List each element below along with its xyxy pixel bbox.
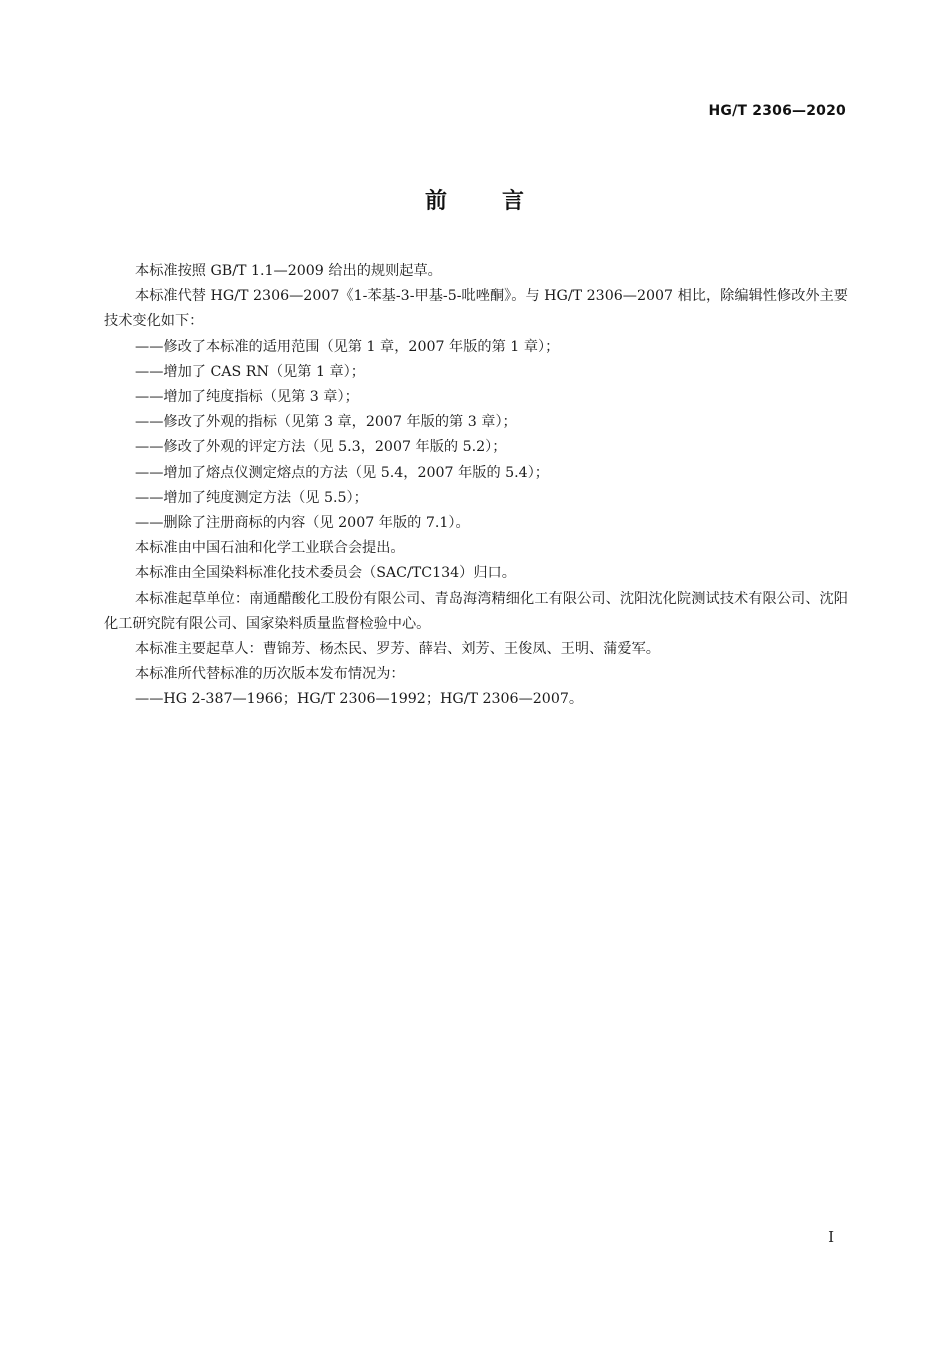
heading-char-2: 言 xyxy=(502,189,526,214)
change-item: ——增加了纯度指标（见第 3 章）； xyxy=(135,389,359,406)
history-item: ——HG 2-387—1966；HG/T 2306—1992；HG/T 2306—2007。 xyxy=(135,691,584,708)
change-item: ——删除了注册商标的内容（见 2007 年版的 7.1）。 xyxy=(135,515,470,532)
change-item: ——增加了熔点仪测定熔点的方法（见 5.4，2007 年版的 5.4）； xyxy=(135,464,549,481)
paragraph-replacement: 本标准代替 HG/T 2306—2007《1-苯基-3-甲基-5-吡唑酮》。与 HG/T 2306—2007 相比，除编辑性修改外主要技术变化如下： xyxy=(104,288,848,330)
change-item: ——修改了外观的评定方法（见 5.3，2007 年版的 5.2）； xyxy=(135,439,507,456)
section-heading xyxy=(0,184,950,215)
paragraph-drafters: 本标准主要起草人：曹锦芳、杨杰民、罗芳、薛岩、刘芳、王俊凤、王明、蒲爱军。 xyxy=(135,641,660,658)
paragraph-centralized: 本标准由全国染料标准化技术委员会（SAC/TC134）归口。 xyxy=(135,565,516,582)
heading-char-1: 前 xyxy=(424,189,448,214)
paragraph-proposer: 本标准由中国石油和化学工业联合会提出。 xyxy=(135,540,405,557)
paragraph-drafting-units: 本标准起草单位：南通醋酸化工股份有限公司、青岛海湾精细化工有限公司、沈阳沈化院测试技术有限公司、沈阳化工研究院有限公司、国家染料质量监督检验中心。 xyxy=(104,590,848,632)
foreword-body xyxy=(104,259,848,713)
change-item: ——修改了本标准的适用范围（见第 1 章，2007 年版的第 1 章）； xyxy=(135,338,560,355)
paragraph-history-intro: 本标准所代替标准的历次版本发布情况为： xyxy=(135,666,405,683)
change-item: ——修改了外观的指标（见第 3 章，2007 年版的第 3 章）； xyxy=(135,414,517,431)
change-item: ——增加了纯度测定方法（见 5.5）； xyxy=(135,489,368,506)
paragraph-drafting-rules: 本标准按照 GB/T 1.1—2009 给出的规则起草。 xyxy=(135,263,442,279)
standard-number: HG/T 2306—2020 xyxy=(708,103,846,119)
change-item: ——增加了 CAS RN（见第 1 章）； xyxy=(135,363,365,380)
page-number: I xyxy=(828,1228,834,1246)
